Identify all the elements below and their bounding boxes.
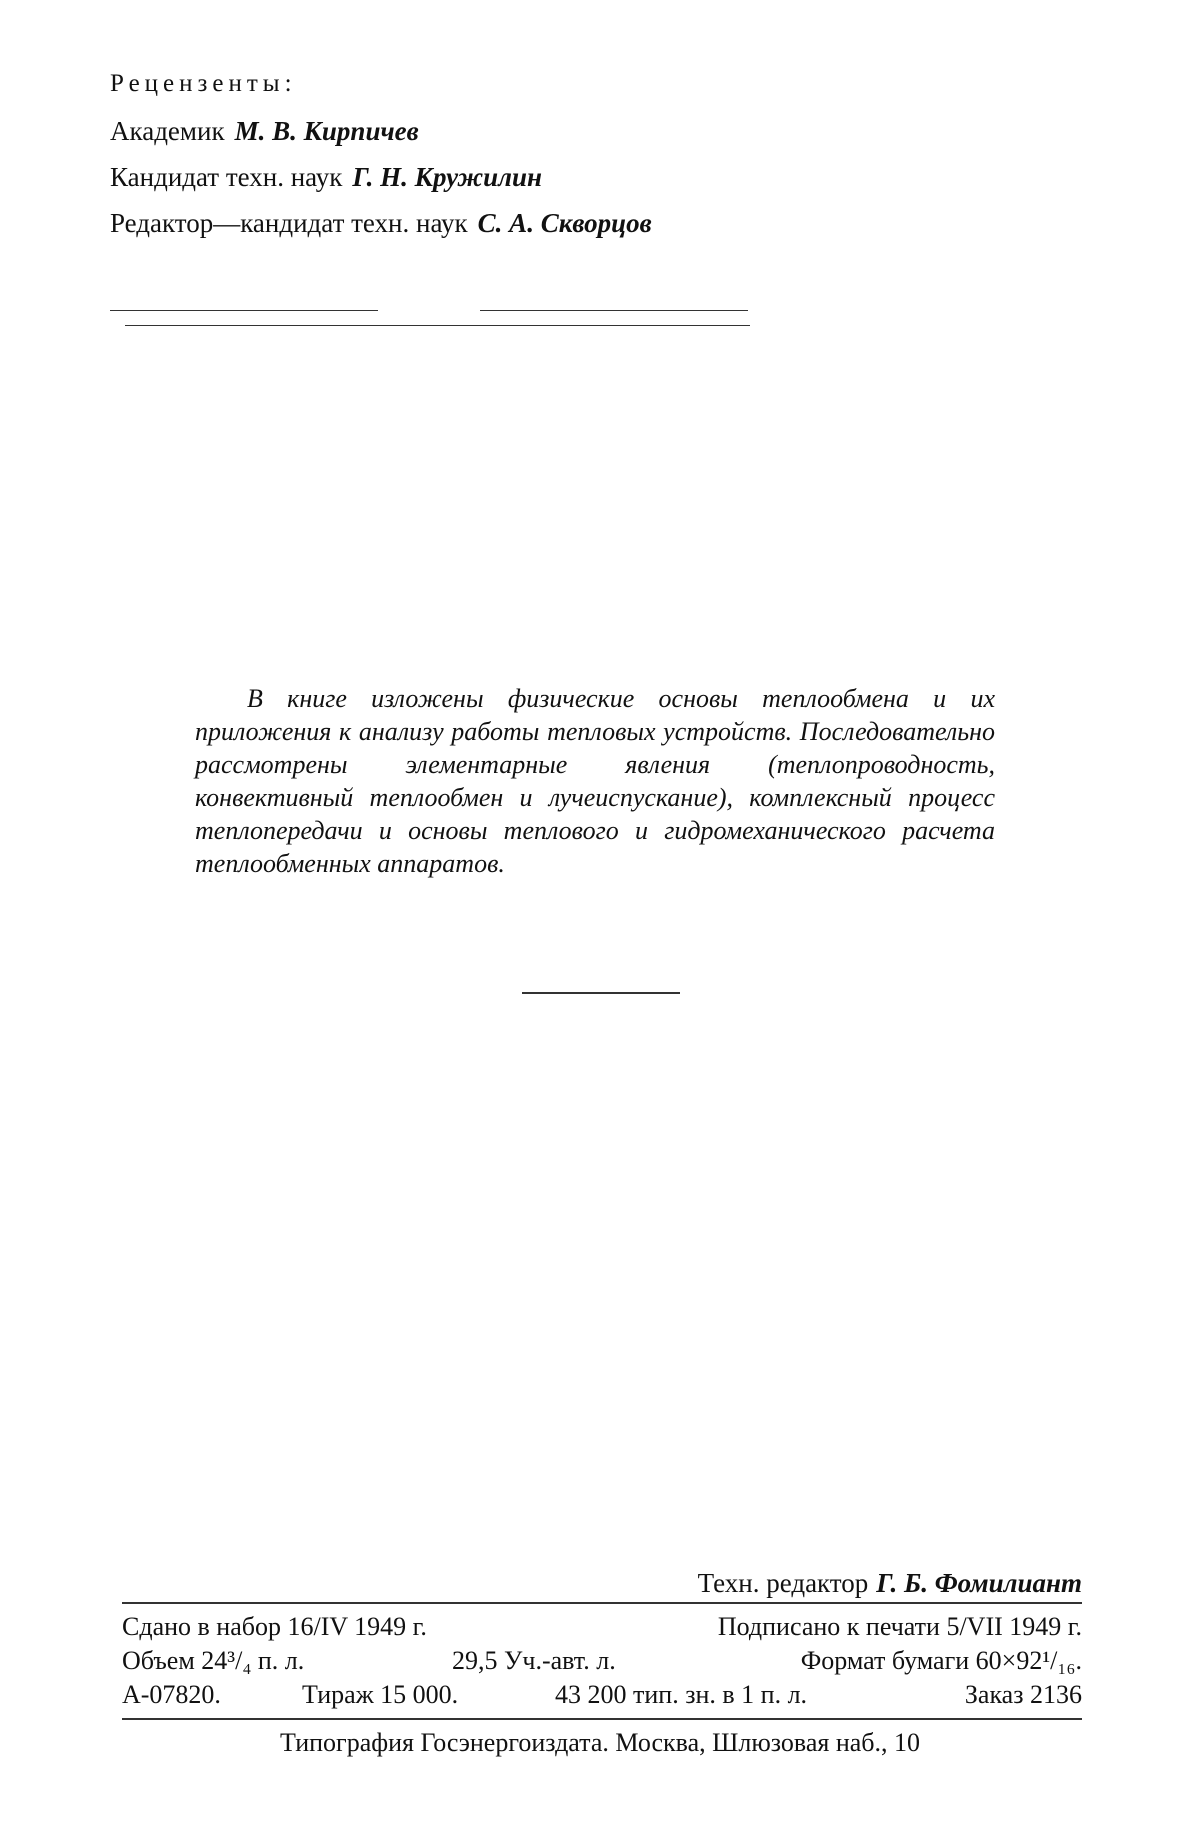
reviewer-line-2 [110,162,542,193]
rule-short-center [522,992,680,994]
volume: Объем 24³/₄ п. л. [122,1646,305,1675]
tech-editor-line [698,1568,1082,1599]
paper-format: Формат бумаги 60×92¹/₁₆. [800,1646,1082,1675]
tech-editor-name: Г. Б. Фомилиант [876,1568,1082,1598]
book-abstract: В книге изложены физические основы теплообмена и их приложения к анализу работы тепловых устройств. Последовательно рассмотрены элементарные явления (теплопроводность, конвективный теплообмен и лучеиспускание), комплексный процесс теплопередачи и основы теплового и гидромеханического расчета теплообменных аппаратов. [195,684,995,878]
reviewer-name-1: М. В. Кирпичев [234,116,419,146]
reviewer-name-2: Г. Н. Кружилин [352,162,543,192]
rule-top-left [110,310,378,311]
reviewers-heading: Рецензенты: [110,70,297,97]
reviewer-line-1 [110,116,419,147]
rule-imprint-top [122,1602,1082,1604]
author-sheets: 29,5 Уч.-авт. л. [452,1646,616,1675]
reviewer-title-2: Кандидат техн. наук [110,162,343,192]
publication-code: А-07820. [122,1680,221,1709]
editor-title: Редактор—кандидат техн. наук [110,208,468,238]
rule-top-long [125,325,750,326]
editor-name: С. А. Скворцов [477,208,652,238]
submitted-date: Сдано в набор 16/IV 1949 г. [122,1612,427,1641]
printer-line: Типография Госэнергоиздата. Москва, Шлюзовая наб., 10 [279,1728,921,1757]
tech-editor-title: Техн. редактор [697,1568,869,1598]
characters-per-sheet: 43 200 тип. зн. в 1 п. л. [555,1680,808,1709]
print-run: Тираж 15 000. [302,1680,459,1709]
reviewer-title-1: Академик [110,116,225,146]
rule-top-right [480,310,748,311]
editor-line [110,208,652,239]
signed-date: Подписано к печати 5/VII 1949 г. [717,1612,1082,1641]
order-number: Заказ 2136 [964,1680,1082,1709]
rule-imprint-bottom [122,1718,1082,1720]
